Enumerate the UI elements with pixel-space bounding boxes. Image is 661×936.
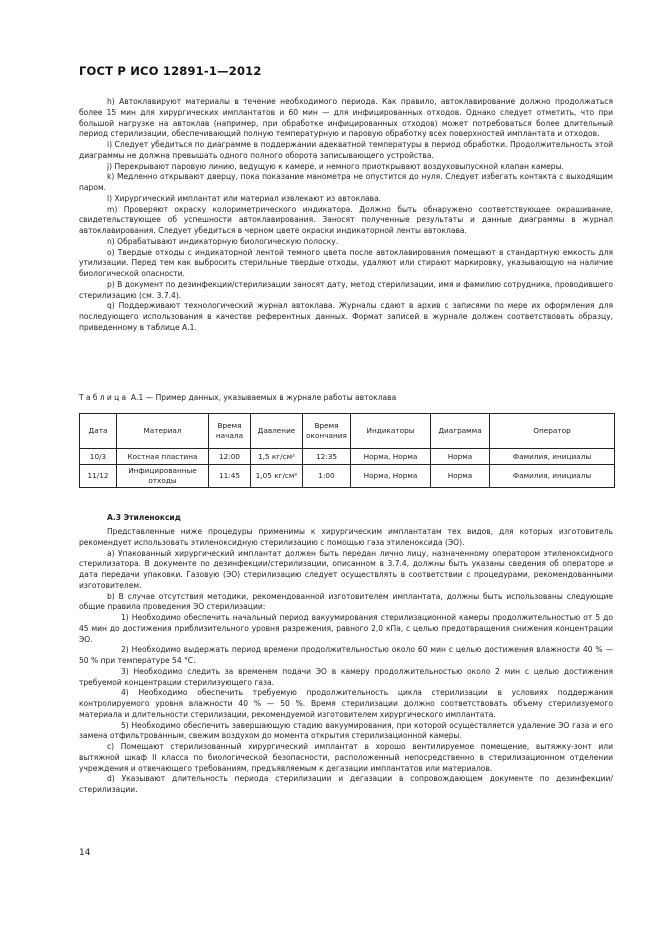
paragraph-k: k) Медленно открывают дверцу, пока показание манометра не опустится до нуля. Следует избегать контакта с выходящим паром. [79,172,613,192]
table-caption [79,393,396,403]
cell-pressure: 1,5 кг/см² [251,449,303,465]
paragraph-b: b) В случае отсутствия методики, рекомендованной изготовителем имплантата, должны быть использованы следующие общие правила проведения ЭО стерилизации: [79,591,613,612]
paragraph-h: h) Автоклавируют материалы в течение необходимого периода. Как правило, автоклавирование должно продолжаться более 15 мин для хирургических имплантатов и 60 мин — для инфицированных отходов. Однако следует отметить, что при большой нагрузке на автоклав (например, при обработке инфицированных отходов) может потребоваться более длительный период стерилизации, обеспечивающий полную температурную и паровую обработку всех поверхностей имплантата и отходов. [79,97,613,139]
table-caption-prefix: Таблица [79,393,129,402]
paragraph-p: p) В документ по дезинфекции/стерилизации заносят дату, метод стерилизации, имя и фамилию сотрудника, проводившего стерилизацию (см. 3.7.4). [79,279,613,300]
table-row [80,449,615,465]
header-end-time: Время окончания [303,414,351,449]
paragraph-q: q) Поддерживают технологический журнал автоклава. Журналы сдают в архив с записями по мере их оформления для последующего использования в качестве референтных данных. Формат записей в журнале должен соответствовать образцу, приведенному в таблице А.1. [79,301,613,332]
paragraph-i: i) Следует убедиться по диаграмме в поддержании адекватной температуры в период обработки. Продолжительность этой диаграммы не должна превышать одного полного оборота записывающего устройства. [79,140,613,160]
cell-material: Костная пластина [117,449,209,465]
paragraph-o: o) Твердые отходы с индикаторной лентой темного цвета после автоклавирования помещают в стандартную емкость для утилизации. Перед тем как выбросить стерильные твердые отходы, удаляют или стирают маркировку, указывающую на наличие биологической опасности. [79,247,613,278]
paragraph-n: n) Обрабатывают индикаторную биологическую полоску. [107,236,339,246]
paragraph-intro: Представленные ниже процедуры применимы к хирургическим имплантатам тех видов, для которых изготовитель рекомендует использовать этиленоксидную стерилизацию с помощью газа этиленоксида (ЭО). [79,527,613,547]
paragraph-j: j) Перекрывают паровую линию, ведущую к камере, и немного приоткрывают воздуховыпускной клапан камеры. [107,161,564,171]
cell-end-time: 1:00 [303,465,351,488]
cell-pressure: 1,05 кг/см² [251,465,303,488]
cell-diagram: Норма [431,449,490,465]
body-text-bottom [79,527,613,796]
paragraph-m: m) Проверяют окраску колориметрического индикатора. Должно быть обнаружено соответствующее окрашивание, свидетельствующее об успешности автоклавирования. Заносят полученные результаты и данные диаграммы в журнал автоклавирования. Следует убедиться в черном цвете окраски индикаторной ленты автоклава. [79,204,613,235]
cell-start-time: 12:00 [209,449,251,465]
paragraph-b2: 2) Необходимо выдержать период времени продолжительностью около 60 мин с целью достижения влажности 40 % — 50 % при температуре 54 °С. [79,645,613,665]
cell-start-time: 11:45 [209,465,251,488]
cell-diagram: Норма [431,465,490,488]
cell-material: Инфицированные отходы [117,465,209,488]
paragraph-d: d) Указывают длительность периода стерилизации и дегазации в сопровождающем документе по дезинфекции/стерилизации. [79,774,613,794]
header-pressure: Давление [251,414,303,449]
table-header-row [80,414,615,449]
paragraph-b1: 1) Необходимо обеспечить начальный период вакуумирования стерилизационной камеры продолжительностью от 5 до 45 мин до достижения приблизительного уровня разрежения, равного 2,0 кПа, с целью предотвращения снижения концентрации ЭО. [79,613,613,644]
header-operator: Оператор [490,414,615,449]
paragraph-c: c) Помещают стерилизованный хирургический имплантат в хорошо вентилируемое помещение, вытяжку-зонт или вытяжной шкаф II класса по биологической безопасности, расположенный непосредственно в стерилизационном отделении учреждения и отвечающего требованиям, предъявляемым к дегазации имплантатов или материалов. [79,742,613,773]
paragraph-b3: 3) Необходимо следить за временем подачи ЭО в камеру продолжительностью около 2 мин с целью достижения требуемой концентрации стерилизующего газа. [79,666,613,687]
autoclave-log-table [79,413,615,488]
body-text-top [79,97,613,334]
header-material: Материал [117,414,209,449]
paragraph-l: l) Хирургический имплантат или материал извлекают из автоклава. [107,193,382,203]
header-diagram: Диаграмма [431,414,490,449]
cell-indicators: Норма, Норма [351,465,431,488]
table-caption-text: А.1 — Пример данных, указываемых в журнале работы автоклава [130,393,397,402]
cell-date: 10/3 [80,449,117,465]
cell-end-time: 12:35 [303,449,351,465]
section-heading: А.3 Этиленоксид [107,513,181,522]
document-header: ГОСТ Р ИСО 12891-1—2012 [79,64,262,78]
paragraph-a: a) Упакованный хирургический имплантат должен быть передан лично лицу, назначенному оператором этиленоксидного стерилизатора. В документе по дезинфекции/стерилизации, описанном в 3.7.4, должны быть указаны сведения об операторе и дата передачи упаковки. Газовую (ЭО) стерилизацию следует осуществлять в соответствии с процедурами, рекомендованными изготовителем. [79,548,613,590]
page-number: 14 [79,848,91,858]
cell-indicators: Норма, Норма [351,449,431,465]
cell-operator: Фамилия, инициалы [490,449,615,465]
table-row [80,465,615,488]
header-indicators: Индикаторы [351,414,431,449]
cell-operator: Фамилия, инициалы [490,465,615,488]
header-date: Дата [80,414,117,449]
header-start-time: Время начала [209,414,251,449]
paragraph-b5: 5) Необходимо обеспечить завершающую стадию вакуумирования, при которой осуществляется удаление ЭО газа и его замена отфильтрованным, свежим воздухом до момента открытия стерилизационной камеры. [79,720,613,741]
cell-date: 11/12 [80,465,117,488]
paragraph-b4: 4) Необходимо обеспечить требуемую продолжительность цикла стерилизации в условиях поддержания контролируемого уровня влажности 40 % — 50 %. Время стерилизации должно соответствовать объему стерилизуемого материала и длительности стерилизации, рекомендуемой изготовителем хирургического имплантата. [79,688,613,719]
